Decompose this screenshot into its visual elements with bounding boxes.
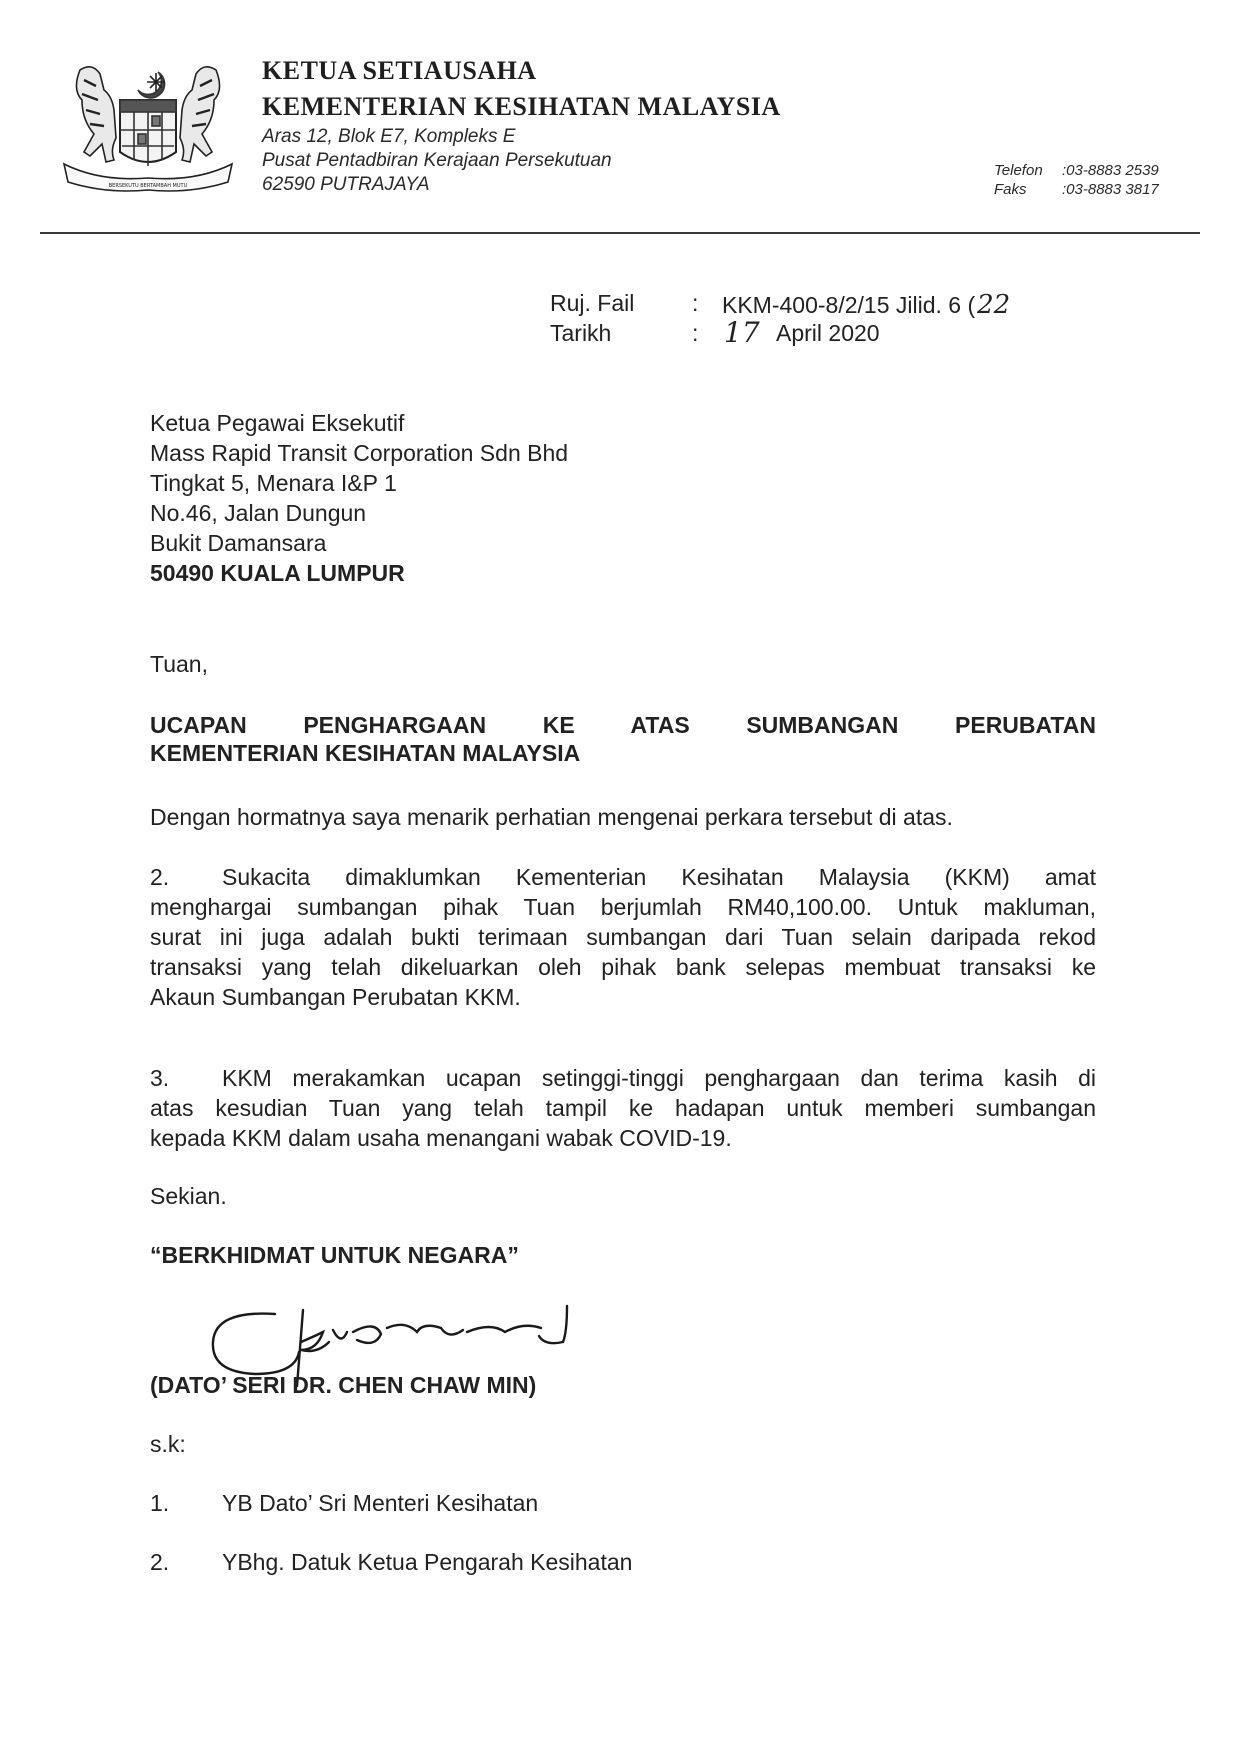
paragraph-2-line-2: menghargai sumbangan pihak Tuan berjumlah RM40,100.00. Untuk makluman,: [150, 894, 1096, 920]
recipient-line-4: No.46, Jalan Dungun: [150, 500, 367, 526]
faks-label: Faks: [994, 181, 1027, 198]
letterhead-ministry: KEMENTERIAN KESIHATAN MALAYSIA: [262, 92, 781, 121]
paragraph-2-line-1: Sukacita dimaklumkan Kementerian Kesihatan Malaysia (KKM) amat: [222, 864, 1096, 890]
tarikh-handwritten-day: 17: [724, 316, 760, 349]
letterhead-divider: [40, 232, 1200, 234]
letterhead-address-line-3: 62590 PUTRAJAYA: [262, 174, 430, 195]
letterhead-title: KETUA SETIAUSAHA: [262, 56, 537, 85]
paragraph-3-line-2: atas kesudian Tuan yang telah tampil ke hadapan untuk memberi sumbangan: [150, 1095, 1096, 1121]
motto: “BERKHIDMAT UNTUK NEGARA”: [150, 1242, 519, 1268]
closing: Sekian.: [150, 1183, 227, 1209]
salutation: Tuan,: [150, 651, 208, 677]
tarikh-label: Tarikh: [550, 320, 612, 346]
subject-line-2: KEMENTERIAN KESIHATAN MALAYSIA: [150, 740, 581, 766]
paragraph-3-line-1: KKM merakamkan ucapan setinggi-tinggi penghargaan dan terima kasih di: [222, 1065, 1096, 1091]
recipient-line-1: Ketua Pegawai Eksekutif: [150, 410, 405, 436]
ruj-fail-label: Ruj. Fail: [550, 290, 635, 316]
tarikh-colon: :: [692, 320, 699, 346]
malaysia-coat-of-arms-icon: [60, 60, 236, 196]
recipient-line-6: 50490 KUALA LUMPUR: [150, 560, 405, 586]
recipient-line-3: Tingkat 5, Menara I&P 1: [150, 470, 397, 496]
telefon-label: Telefon: [994, 162, 1043, 179]
svg-text:BERSEKUTU BERTAMBAH MUTU: BERSEKUTU BERTAMBAH MUTU: [108, 183, 188, 189]
cc-label: s.k:: [150, 1431, 186, 1457]
paragraph-3-line-3: kepada KKM dalam usaha menangani wabak COVID-19.: [150, 1125, 732, 1151]
subject-line-1: UCAPAN PENGHARGAAN KE ATAS SUMBANGAN PERUBATAN: [150, 712, 1096, 738]
paragraph-2-number: 2.: [150, 864, 170, 890]
ruj-fail-value: KKM-400-8/2/15 Jilid. 6 (22: [722, 290, 1011, 320]
paragraph-1: Dengan hormatnya saya menarik perhatian mengenai perkara tersebut di atas.: [150, 804, 953, 830]
recipient-line-5: Bukit Damansara: [150, 530, 327, 556]
cc-item-1-number: 1.: [150, 1490, 170, 1516]
letterhead-address-line-1: Aras 12, Blok E7, Kompleks E: [262, 126, 516, 147]
telefon-value: :03-8883 2539: [1062, 162, 1159, 179]
cc-item-2-number: 2.: [150, 1549, 170, 1575]
ruj-fail-colon: :: [692, 290, 699, 316]
recipient-line-2: Mass Rapid Transit Corporation Sdn Bhd: [150, 440, 569, 466]
cc-item-2-text: YBhg. Datuk Ketua Pengarah Kesihatan: [222, 1549, 633, 1575]
cc-item-1-text: YB Dato’ Sri Menteri Kesihatan: [222, 1490, 539, 1516]
tarikh-value: April 2020: [776, 320, 880, 346]
paragraph-2-line-5: Akaun Sumbangan Perubatan KKM.: [150, 984, 521, 1010]
letterhead-address-line-2: Pusat Pentadbiran Kerajaan Persekutuan: [262, 150, 612, 171]
paragraph-2-line-4: transaksi yang telah dikeluarkan oleh pihak bank selepas membuat transaksi ke: [150, 954, 1096, 980]
signatory-name: (DATO’ SERI DR. CHEN CHAW MIN): [150, 1372, 537, 1398]
faks-value: :03-8883 3817: [1062, 181, 1159, 198]
paragraph-2-line-3: surat ini juga adalah bukti terimaan sumbangan dari Tuan selain daripada rekod: [150, 924, 1096, 950]
ruj-fail-handwritten: 22: [977, 290, 1011, 320]
paragraph-3-number: 3.: [150, 1065, 170, 1091]
